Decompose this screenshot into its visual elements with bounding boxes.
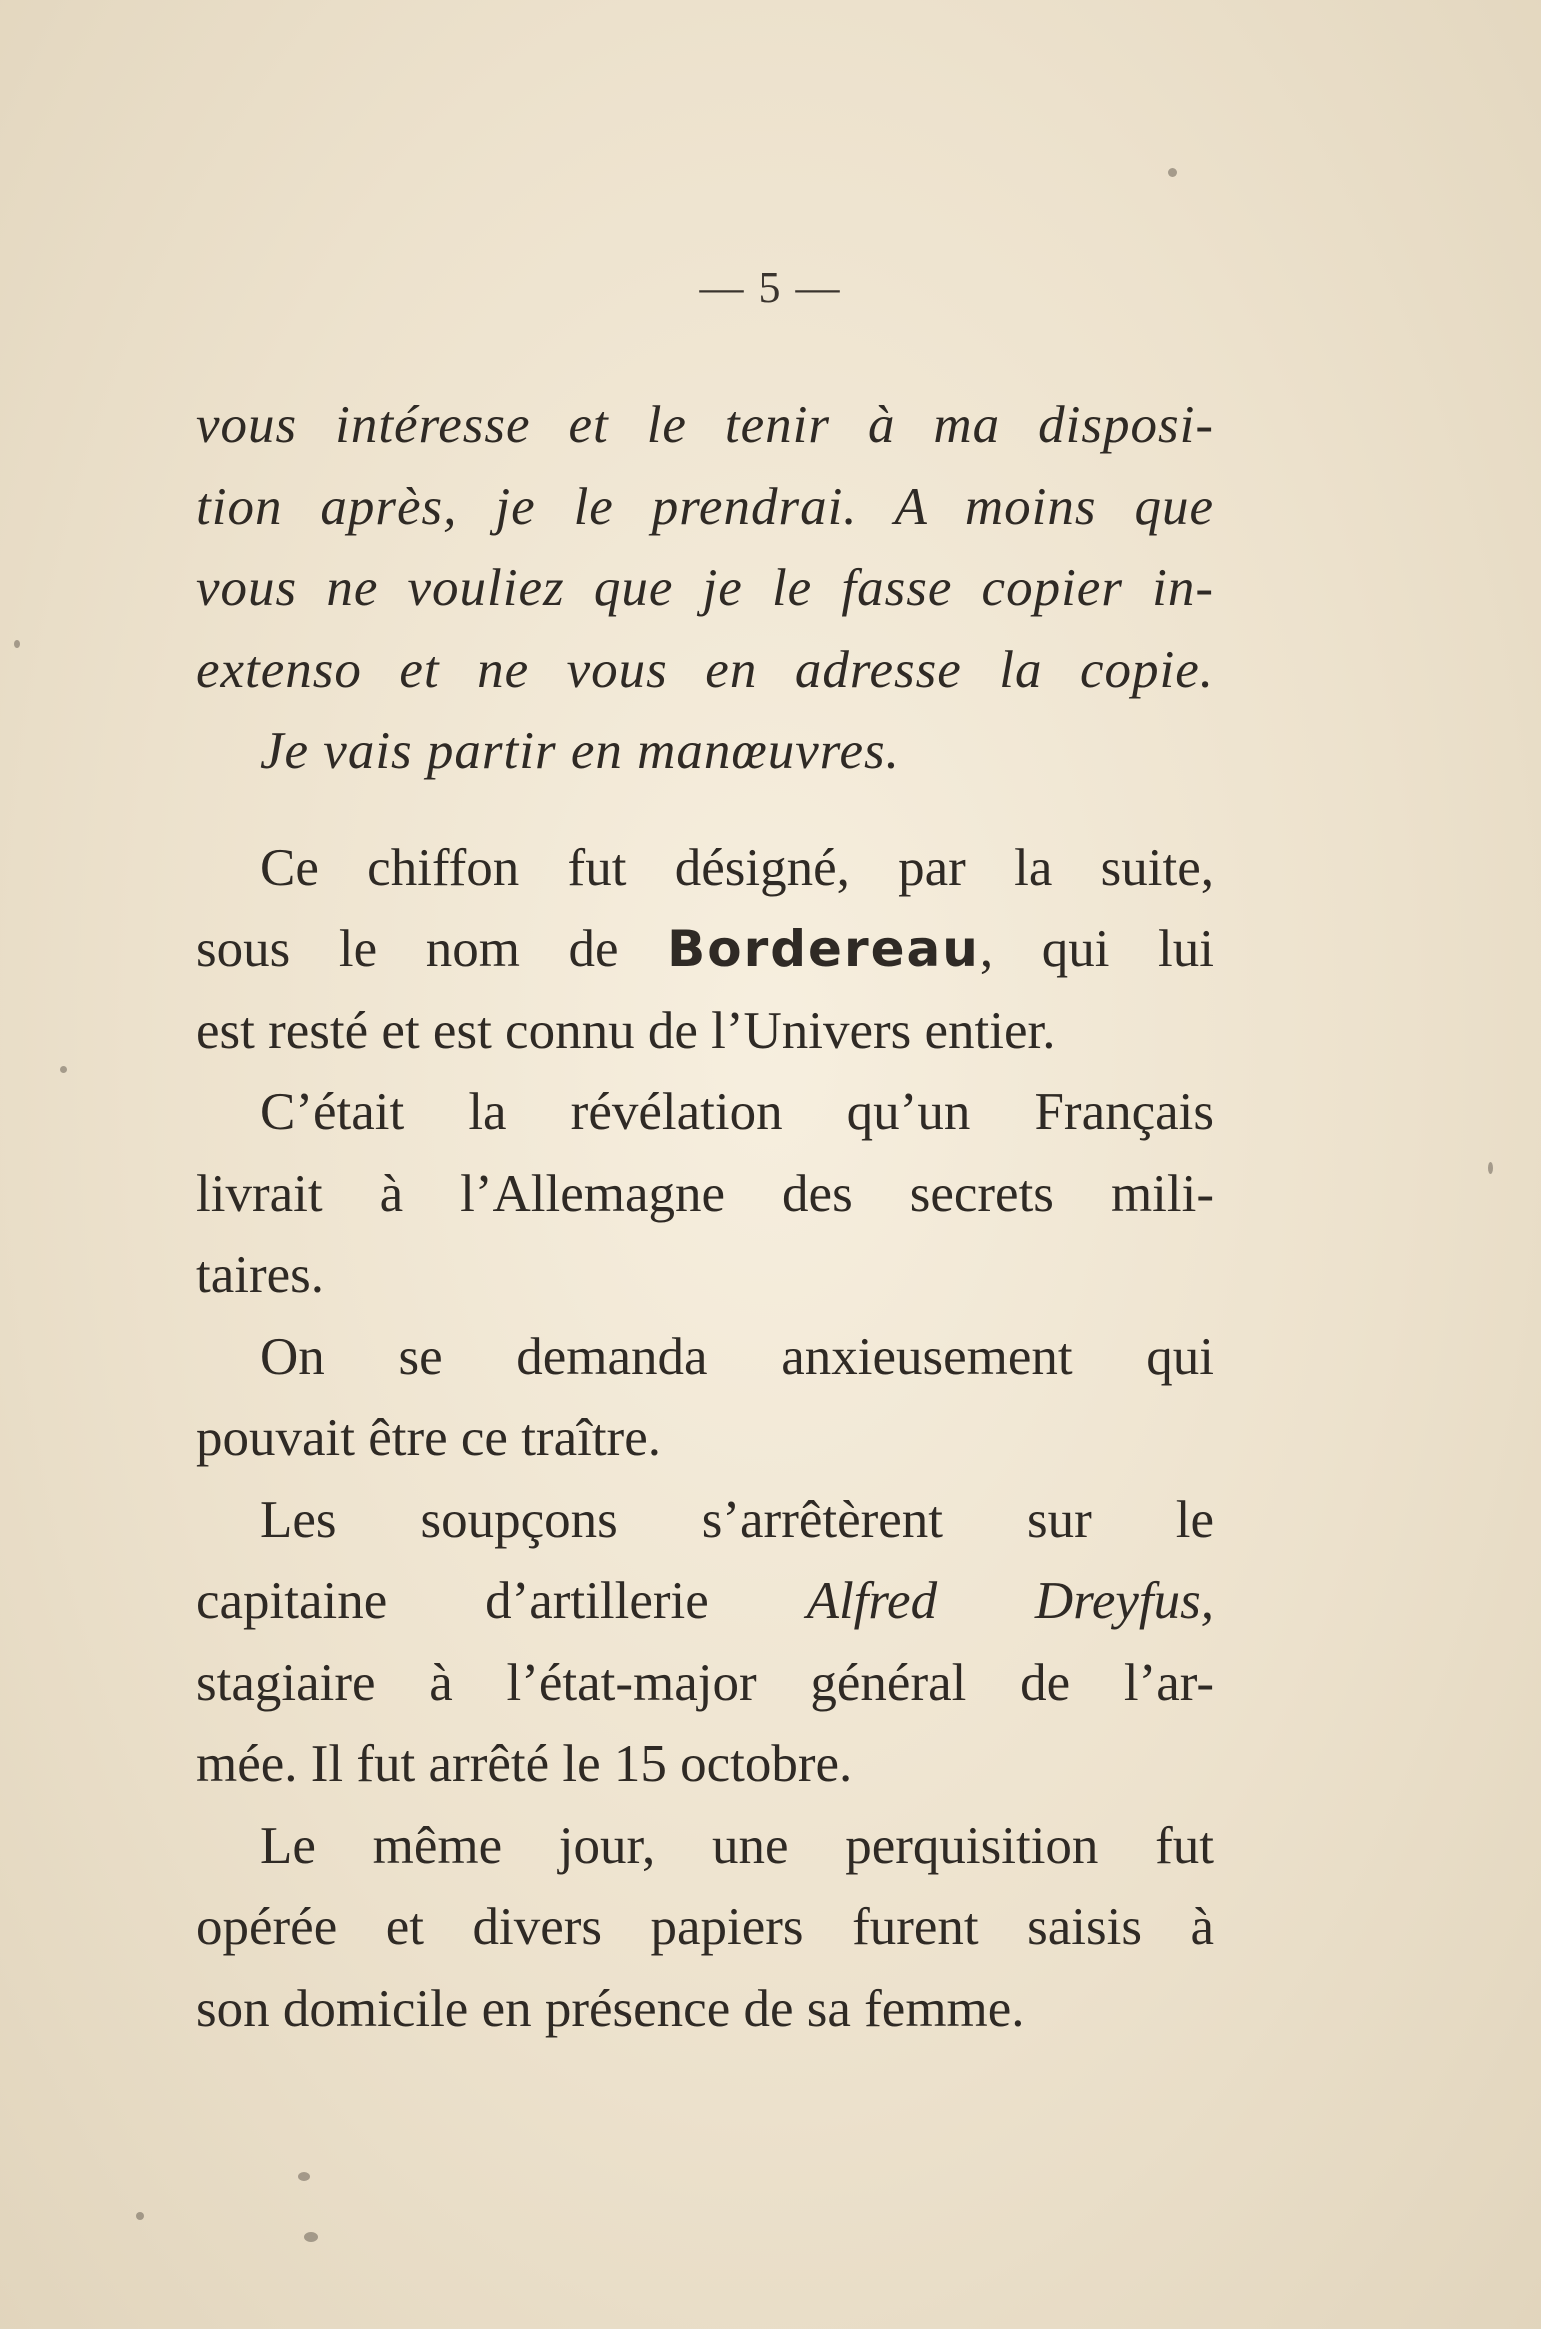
text-run: , qui lui [979, 920, 1214, 978]
paper-speck [136, 2212, 144, 2220]
paragraph-line: Ce chiffon fut désigné, par la suite, [260, 838, 1214, 897]
paper-speck [1488, 1162, 1493, 1174]
paragraph-line: taires. [196, 1246, 325, 1304]
letter-line: vous intéresse et le tenir à ma disposi- [196, 396, 1214, 454]
dreyfus-name: Alfred Dreyfus, [806, 1572, 1214, 1630]
paragraph-line: opérée et divers papiers furent saisis à [196, 1898, 1214, 1956]
bordereau-term: Bordereau [667, 920, 980, 978]
paragraph-line [196, 1561, 1214, 1643]
paragraph-line: son domicile en présence de sa femme. [196, 1979, 1025, 2038]
paper-speck [1168, 168, 1177, 177]
paragraph-line: Le même jour, une perquisition fut [260, 1816, 1214, 1875]
paragraph-line: mée. Il fut arrêté le 15 octobre. [196, 1735, 853, 1793]
letter-line: extenso et ne vous en adresse la copie. [196, 640, 1214, 699]
paragraph-line: pouvait être ce traître. [196, 1409, 661, 1467]
paper-speck [304, 2232, 318, 2242]
paper-speck [60, 1066, 67, 1073]
paragraph-line: On se demanda anxieusement qui [260, 1327, 1214, 1386]
paper-speck [298, 2172, 310, 2181]
paragraph-gap [196, 793, 1214, 828]
paragraph-line: C’était la révélation qu’un Français [260, 1083, 1214, 1141]
page-body [196, 385, 1214, 2050]
page-number: — 5 — [699, 263, 842, 312]
letter-line: vous ne vouliez que je le fasse copier in- [196, 559, 1214, 617]
paragraph-line: est resté et est connu de l’Univers entier. [196, 1001, 1056, 1060]
paragraph-line: livrait à l’Allemagne des secrets mili- [196, 1164, 1214, 1223]
letter-line: tion après, je le prendrai. A moins que [196, 477, 1214, 536]
letter-line: Je vais partir en manœuvres. [260, 722, 900, 780]
paper-speck [14, 640, 20, 648]
paragraph-line: Les soupçons s’arrêtèrent sur le [260, 1490, 1214, 1549]
text-run: sous le nom de [196, 920, 668, 978]
paragraph-line: stagiaire à l’état-major général de l’ar- [196, 1653, 1214, 1712]
text-run: capitaine d’artillerie [196, 1572, 807, 1630]
paragraph-line [196, 909, 1214, 991]
